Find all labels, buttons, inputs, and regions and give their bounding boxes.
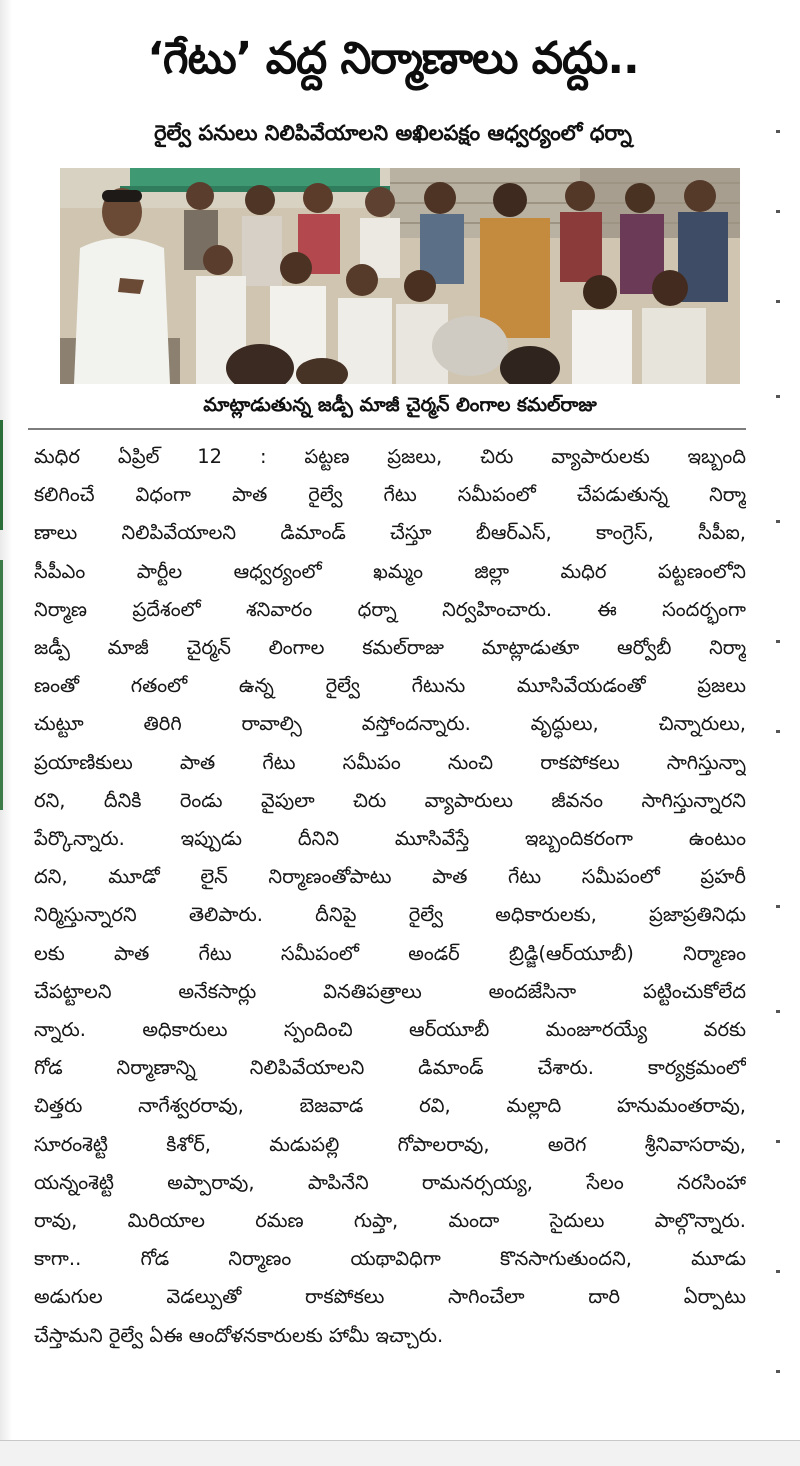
adjacent-column-tick	[776, 905, 780, 908]
adjacent-column-tick	[776, 395, 780, 398]
protest-gathering-image	[60, 168, 740, 384]
adjacent-column-tick	[776, 1140, 780, 1143]
article-headline: ‘గేటు’ వద్ద నిర్మాణాలు వద్దు..	[147, 33, 639, 84]
body-line: సీపీఎం పార్టీల ఆధ్వర్యంలో ఖమ్మం జిల్లా మధిర పట్టణంలోని	[34, 559, 746, 583]
body-line: నిర్మాణ ప్రదేశంలో శనివారం ధర్నా నిర్వహించారు. ఈ సందర్భంగా	[34, 597, 746, 621]
body-line: పేర్కొన్నారు. ఇప్పుడు దీనిని మూసివేస్తే ఇబ్బందికరంగా ఉంటుం	[34, 827, 746, 851]
body-line: సూరంశెట్టి కిశోర్, మడుపల్లి గోపాలరావు, అరెగ శ్రీనివాసరావు,	[34, 1132, 746, 1156]
adjacent-column-edge-right	[762, 0, 800, 1466]
body-line: రని, దీనికి రెండు వైపులా చిరు వ్యాపారులు జీవనం సాగిస్తున్నారని	[34, 788, 746, 812]
page-bottom-margin	[0, 1441, 800, 1466]
adjacent-column-mark	[0, 420, 3, 530]
adjacent-column-tick	[776, 300, 780, 303]
body-line: అడుగుల వెడల్పుతో రాకపోకలు సాగించేలా దారి ఏర్పాటు	[34, 1285, 746, 1309]
adjacent-column-tick	[776, 210, 780, 213]
body-line: ణంతో గతంలో ఉన్న రైల్వే గేటును మూసివేయడంతో ప్రజలు	[34, 674, 746, 698]
adjacent-column-tick	[776, 640, 780, 643]
adjacent-column-tick	[776, 1010, 780, 1013]
body-line: దని, మూడో లైన్ నిర్మాణంతోపాటు పాత గేటు సమీపంలో ప్రహరీ	[34, 865, 746, 889]
body-line: చుట్టూ తిరిగి రావాల్సి వస్తోందన్నారు. వృద్ధులు, చిన్నారులు,	[34, 712, 746, 736]
body-line: యన్నంశెట్టి అప్పారావు, పాపినేని రామనర్సయ్య, సేలం నరసింహా	[34, 1170, 746, 1194]
adjacent-column-edge-left	[0, 0, 12, 1466]
body-line: గోడ నిర్మాణాన్ని నిలిపివేయాలని డిమాండ్ చేశారు. కార్యక్రమంలో	[34, 1056, 746, 1080]
adjacent-column-tick	[776, 730, 780, 733]
news-article	[28, 18, 758, 1443]
adjacent-column-tick	[776, 520, 780, 523]
body-line: ణాలు నిలిపివేయాలని డిమాండ్ చేస్తూ బీఆర్ఎస్, కాంగ్రెస్, సీపీఐ,	[34, 521, 746, 545]
body-line: ప్రయాణికులు పాత గేటు సమీపం నుంచి రాకపోకలు సాగిస్తున్నా	[34, 750, 746, 774]
body-line: జడ్పీ మాజీ చైర్మన్ లింగాల కమల్‌రాజు మాట్లాడుతూ ఆర్వోబీ నిర్మా	[34, 636, 746, 660]
body-line: చిత్తరు నాగేశ్వరరావు, బెజవాడ రవి, మల్లాది హనుమంతరావు,	[34, 1094, 746, 1118]
caption-divider	[28, 428, 746, 430]
article-body	[34, 438, 746, 1355]
body-line: మధిర ఏప్రిల్ 12 : పట్టణ ప్రజలు, చిరు వ్యాపారులకు ఇబ్బంది	[34, 445, 746, 468]
article-subheadline: రైల్వే పనులు నిలిపివేయాలని అఖిలపక్షం ఆధ్వర్యంలో ధర్నా	[154, 121, 632, 145]
body-line: కాగా.. గోడ నిర్మాణం యథావిధిగా కొనసాగుతుందని, మూడు	[34, 1247, 746, 1271]
news-photo	[60, 168, 740, 384]
body-line: న్నారు. అధికారులు స్పందించి ఆర్‌యూబీ మంజూరయ్యే వరకు	[34, 1018, 746, 1042]
body-line: నిర్మిస్తున్నారని తెలిపారు. దీనిపై రైల్వే అధికారులకు, ప్రజాప్రతినిధు	[34, 903, 746, 927]
adjacent-column-tick	[776, 130, 780, 133]
body-line: లకు పాత గేటు సమీపంలో అండర్ బ్రిడ్జి(ఆర్‌యూబీ) నిర్మాణం	[34, 941, 746, 965]
adjacent-column-tick	[776, 1370, 780, 1373]
photo-caption: మాట్లాడుతున్న జడ్పీ మాజీ చైర్మన్ లింగాల కమల్‌రాజు	[203, 394, 597, 416]
body-line: చేస్తామని రైల్వే ఏఈ ఆందోళనకారులకు హామీ ఇచ్చారు.	[34, 1323, 444, 1347]
body-line: చేపట్టాలని అనేకసార్లు వినతిపత్రాలు అందజేసినా పట్టించుకోలేద	[34, 979, 746, 1003]
adjacent-column-mark	[0, 560, 3, 810]
body-line: రావు, మిరియాల రమణ గుప్తా, మందా సైదులు పాల్గొన్నారు.	[34, 1209, 746, 1233]
adjacent-column-tick	[776, 1270, 780, 1273]
body-line: కలిగించే విధంగా పాత రైల్వే గేటు సమీపంలో చేపడుతున్న నిర్మా	[34, 483, 746, 507]
